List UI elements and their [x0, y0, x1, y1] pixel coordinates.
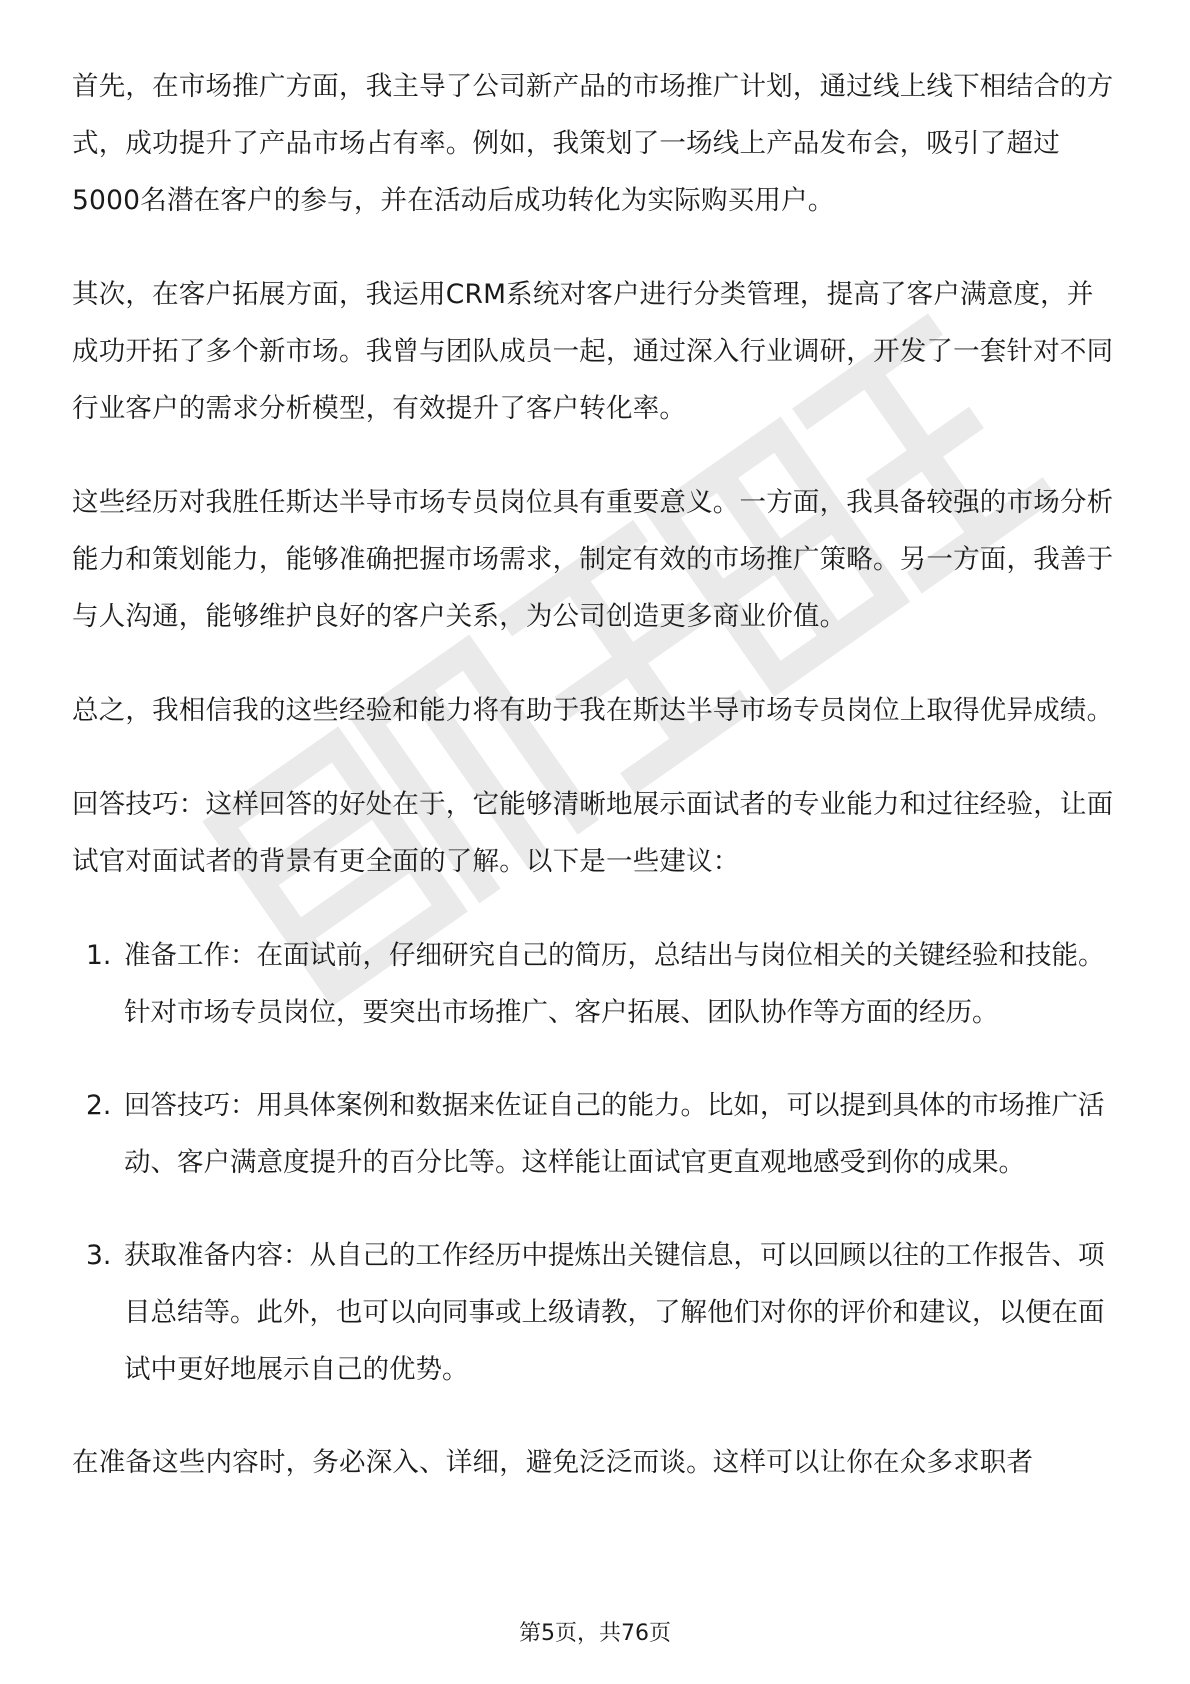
list-item-text: 获取准备内容：从自己的工作经历中提炼出关键信息，可以回顾以往的工作报告、项目总结等。此外，也可以向同事或上级请教，了解他们对你的评价和建议，以便在面试中更好地展示自己的优势。: [124, 1240, 1105, 1385]
list-item: [72, 927, 1118, 1041]
paragraph-significance: 这些经历对我胜任斯达半导市场专员岗位具有重要意义。一方面，我具备较强的市场分析能力和策划能力，能够准确把握市场需求，制定有效的市场推广策略。另一方面，我善于与人沟通，能够维护良好的客户关系，为公司创造更多商业价值。: [72, 487, 1114, 632]
paragraph-conclusion: 总之，我相信我的这些经验和能力将有助于我在斯达半导市场专员岗位上取得优异成绩。: [72, 695, 1114, 726]
list-item-number: 2.: [86, 1090, 112, 1121]
list-item-number: 1.: [86, 940, 112, 971]
list-item-number: 3.: [86, 1240, 112, 1271]
paragraph-market-promotion: 首先，在市场推广方面，我主导了公司新产品的市场推广计划，通过线上线下相结合的方式，成功提升了产品市场占有率。例如，我策划了一场线上产品发布会，吸引了超过5000名潜在客户的参与，并在活动后成功转化为实际购买用户。: [72, 71, 1114, 216]
page-number: 第5页，共76页: [519, 1621, 671, 1646]
list-item: [72, 1077, 1118, 1191]
list-item: [72, 1227, 1118, 1398]
paragraph-client-expansion: 其次，在客户拓展方面，我运用CRM系统对客户进行分类管理，提高了客户满意度，并成功开拓了多个新市场。我曾与团队成员一起，通过深入行业调研，开发了一套针对不同行业客户的需求分析模型，有效提升了客户转化率。: [72, 279, 1114, 424]
paragraph-answer-tips: 回答技巧：这样回答的好处在于，它能够清晰地展示面试者的专业能力和过往经验，让面试官对面试者的背景有更全面的了解。以下是一些建议：: [72, 789, 1114, 877]
tips-list: [72, 927, 1118, 1398]
document-body: [72, 58, 1118, 1528]
list-item-text: 准备工作：在面试前，仔细研究自己的简历，总结出与岗位相关的关键经验和技能。针对市场专员岗位，要突出市场推广、客户拓展、团队协作等方面的经历。: [124, 940, 1105, 1028]
list-item-text: 回答技巧：用具体案例和数据来佐证自己的能力。比如，可以提到具体的市场推广活动、客户满意度提升的百分比等。这样能让面试官更直观地感受到你的成果。: [124, 1090, 1105, 1178]
paragraph-closing: 在准备这些内容时，务必深入、详细，避免泛泛而谈。这样可以让你在众多求职者: [72, 1447, 1034, 1478]
